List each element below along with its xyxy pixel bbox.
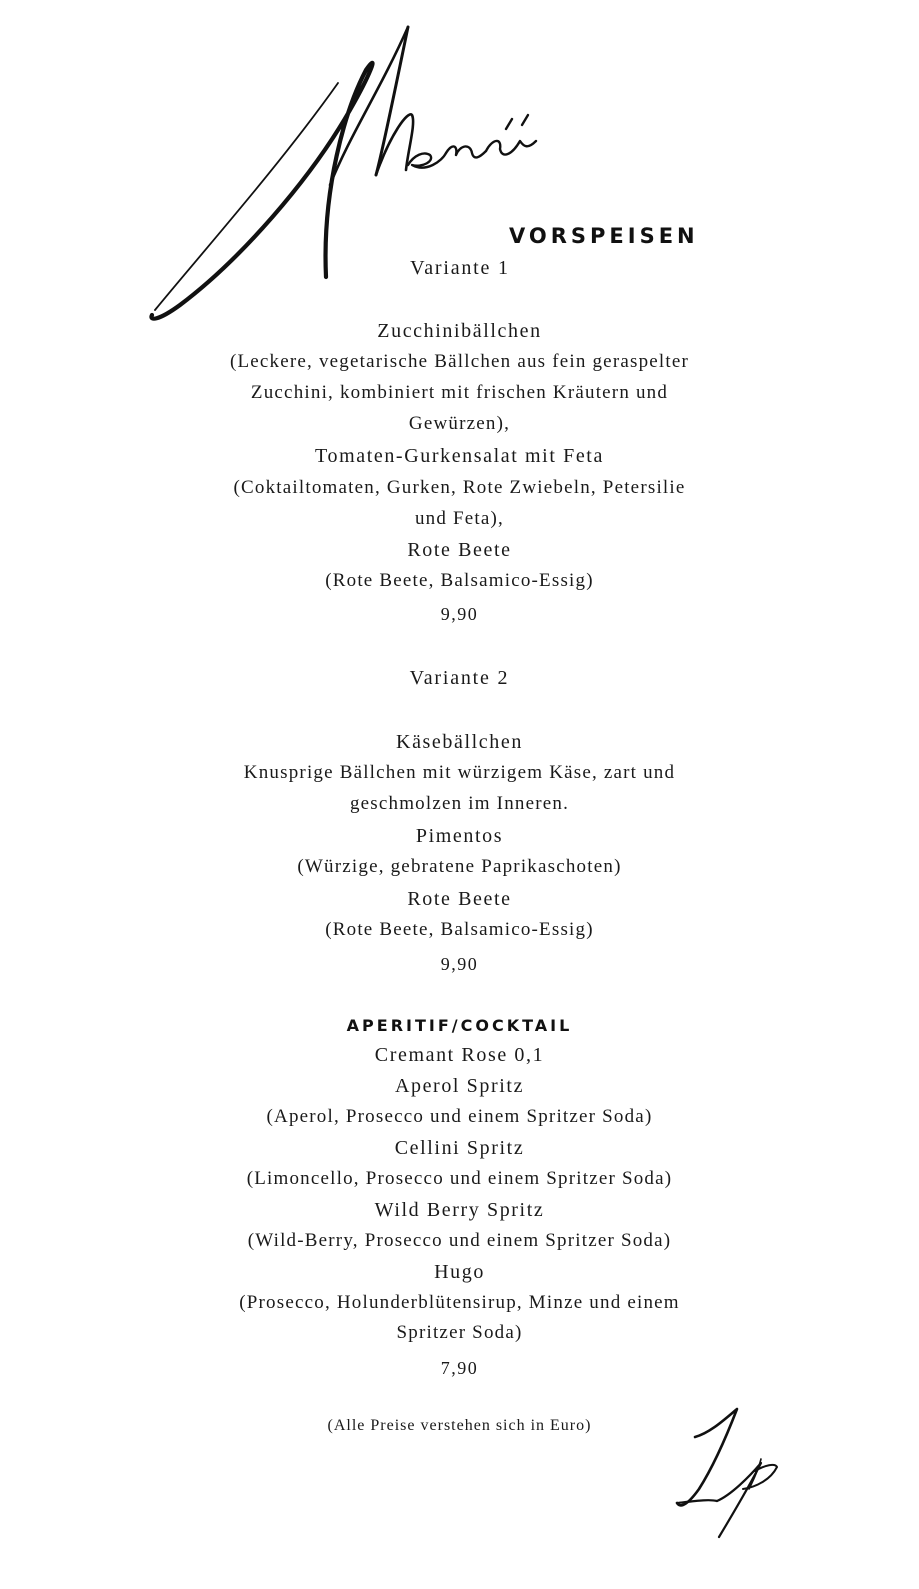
variant-1-label: Variante 1 [410,257,510,279]
drink-hugo-desc-1: (Prosecco, Holunderblütensirup, Minze und einem [239,1292,680,1313]
menu-script-title [140,15,560,335]
dish-pimentos-desc: (Würzige, gebratene Paprikaschoten) [297,856,622,877]
dish-zucchinibaellchen-desc-2: Zucchini, kombiniert mit frischen Kräutern und [250,382,669,403]
dish-rote-beete-2-name: Rote Beete [407,888,512,910]
drink-cellini-spritz-name: Cellini Spritz [394,1137,525,1159]
dish-zucchinibaellchen-desc-1: (Leckere, vegetarische Bällchen aus fein geraspelter [229,351,690,372]
dish-kaesebaellchen-name: Käsebällchen [396,731,523,753]
dish-zucchinibaellchen-desc-3: Gewürzen), [408,413,511,434]
dish-rote-beete-2-desc: (Rote Beete, Balsamico-Essig) [325,919,594,940]
drink-aperol-spritz-name: Aperol Spritz [394,1075,525,1097]
dish-tomaten-gurkensalat-name: Tomaten-Gurkensalat mit Feta [315,445,604,467]
drink-hugo-desc-2: Spritzer Soda) [396,1322,523,1343]
dish-kaesebaellchen-desc-2: geschmolzen im Inneren. [349,793,570,814]
dish-rote-beete-1-desc: (Rote Beete, Balsamico-Essig) [325,570,594,591]
dish-tomaten-gurkensalat-desc-2: und Feta), [414,508,505,529]
section-heading-aperitif: APERITIF/COCKTAIL [346,1016,573,1035]
signature-mark [665,1405,795,1545]
drink-cremant-rose-name: Cremant Rose 0,1 [374,1044,545,1066]
drink-aperol-spritz-desc: (Aperol, Prosecco und einem Spritzer Soda) [266,1106,653,1127]
dish-pimentos-name: Pimentos [415,825,504,847]
variant-2-label: Variante 2 [409,667,510,689]
dish-rote-beete-1-name: Rote Beete [407,539,512,561]
drink-cellini-spritz-desc: (Limoncello, Prosecco und einem Spritzer Soda) [246,1168,673,1189]
dish-kaesebaellchen-desc-1: Knusprige Bällchen mit würzigem Käse, zart und [243,762,676,783]
aperitif-price: 7,90 [440,1358,479,1378]
drink-wild-berry-spritz-name: Wild Berry Spritz [374,1199,545,1221]
drink-hugo-name: Hugo [434,1261,485,1283]
variant-1-price: 9,90 [440,604,479,624]
dish-zucchinibaellchen-name: Zucchinibällchen [377,320,542,342]
dish-tomaten-gurkensalat-desc-1: (Coktailtomaten, Gurken, Rote Zwiebeln, Petersilie [233,477,686,498]
price-note: (Alle Preise verstehen sich in Euro) [327,1417,592,1434]
drink-wild-berry-spritz-desc: (Wild-Berry, Prosecco und einem Spritzer Soda) [247,1230,672,1251]
variant-2-price: 9,90 [440,954,479,974]
section-heading-vorspeisen: VORSPEISEN [509,224,699,248]
